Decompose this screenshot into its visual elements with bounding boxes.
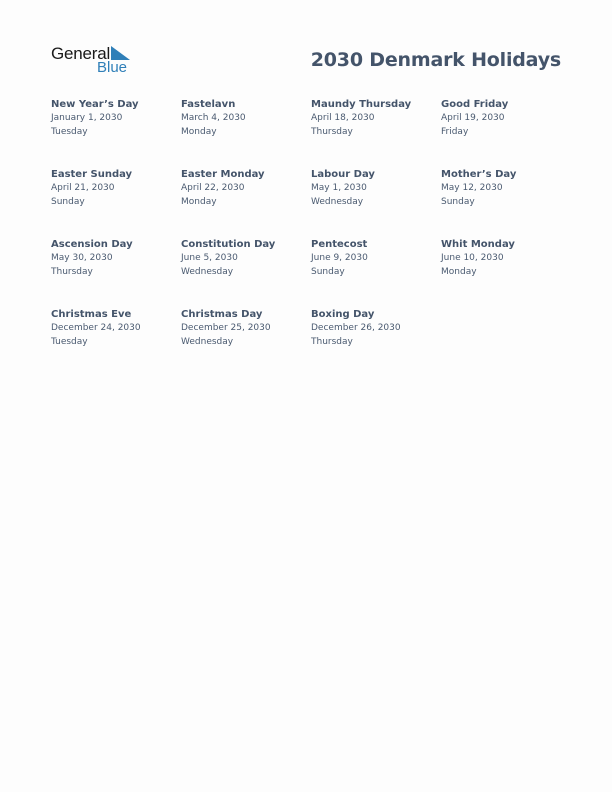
holiday-weekday: Friday [441,126,469,137]
holiday-name: Fastelavn [181,99,236,110]
holiday-weekday: Monday [181,126,217,137]
holiday-date: April 22, 2030 [181,183,245,193]
holiday-weekday: Tuesday [51,336,88,347]
holiday-date: April 21, 2030 [51,183,115,193]
holiday-item [51,98,179,158]
holiday-date: June 5, 2030 [181,253,238,263]
holiday-name: Easter Monday [181,169,265,180]
holiday-date: April 19, 2030 [441,113,505,123]
holiday-weekday: Wednesday [181,266,234,277]
holiday-weekday: Thursday [51,266,93,277]
holiday-weekday: Monday [181,196,217,207]
holiday-name: Christmas Day [181,309,263,320]
holiday-item [311,238,439,298]
holiday-name: Easter Sunday [51,169,133,180]
holiday-name: Ascension Day [51,239,133,250]
holiday-weekday: Tuesday [51,126,88,137]
holiday-item [181,98,309,158]
holiday-item [441,98,569,158]
holiday-item [311,98,439,158]
holiday-item [51,308,179,368]
holiday-item [51,168,179,228]
holiday-name: Labour Day [311,169,375,180]
holiday-date: March 4, 2030 [181,113,246,123]
holiday-item [311,308,439,368]
holiday-weekday: Wednesday [181,336,234,347]
holiday-name: Constitution Day [181,239,276,250]
holiday-name: Maundy Thursday [311,99,412,110]
holiday-item [51,238,179,298]
holiday-name: Mother’s Day [441,169,517,180]
holiday-weekday: Thursday [311,336,353,347]
logo-general-text: General [51,44,111,63]
holiday-name: Good Friday [441,99,509,110]
holiday-item [181,168,309,228]
holiday-weekday: Sunday [311,266,345,277]
holiday-name: Christmas Eve [51,309,132,320]
holiday-weekday: Sunday [51,196,85,207]
logo-triangle-icon [111,46,130,60]
holiday-date: December 26, 2030 [311,323,401,333]
holiday-date: May 1, 2030 [311,183,367,193]
holiday-item [441,168,569,228]
holiday-date: June 10, 2030 [441,253,504,263]
holiday-weekday: Wednesday [311,196,364,207]
holiday-weekday: Monday [441,266,477,277]
holiday-date: May 30, 2030 [51,253,113,263]
holiday-date: December 24, 2030 [51,323,141,333]
logo-blue-text: Blue [97,59,128,76]
holiday-item [441,238,569,298]
holiday-name: Boxing Day [311,309,375,320]
holiday-item [181,308,309,368]
holiday-weekday: Sunday [441,196,475,207]
holiday-date: April 18, 2030 [311,113,375,123]
holiday-date: January 1, 2030 [51,113,123,123]
holiday-item [311,168,439,228]
holiday-item [181,238,309,298]
page-title: 2030 Denmark Holidays [310,49,561,71]
holiday-date: June 9, 2030 [311,253,368,263]
generalblue-logo [51,44,141,78]
holiday-date: December 25, 2030 [181,323,271,333]
holiday-name: Pentecost [311,239,368,250]
holiday-name: Whit Monday [441,239,515,250]
holiday-name: New Year’s Day [51,99,139,110]
holiday-weekday: Thursday [311,126,353,137]
holiday-date: May 12, 2030 [441,183,503,193]
